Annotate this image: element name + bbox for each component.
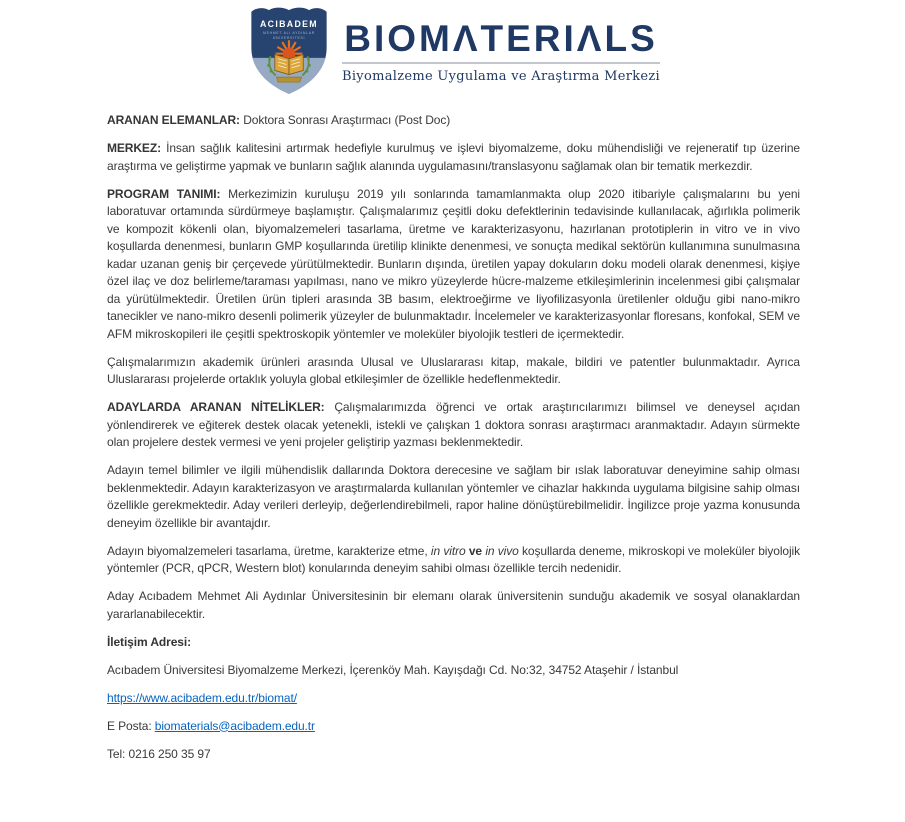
bold-text-run: İletişim Adresi:: [107, 634, 191, 649]
contact-heading: [107, 634, 800, 652]
text-run: Tel: 0216 250 35 97: [107, 746, 211, 761]
text-run: İnsan sağlık kalitesini artırmak hedefiyle kurulmuş ve işlevi biyomalzeme, doku mühendisliği ve rejeneratif tıp üzerine araştırma ve geliştirme yapmak ve bunların sağlık alanında uygulamasını/translasyonu sağlamak olan bir tematik merkezdir.: [107, 141, 800, 173]
text-run: Çalışmalarımızda öğrenci ve ortak araştırıcılarımızı bilimsel ve deneysel açıdan yönlendirerek ve eğiterek destek olacak yetenekli, istekli ve çalışkan 1 doktora sonrası araştırmacı aranmaktadır. Adayın sürmekte olan projelere destek vermesi ve yeni projeler geliştirip yazması beklenmektedir.: [107, 400, 800, 449]
bold-text-run: ADAYLARDA ARANAN NİTELİKLER:: [107, 400, 325, 414]
text-run: koşullarda deneme, mikroskopi ve moleküler biyolojik yöntemler (PCR, qPCR, Western blot) konularında deneyim sahibi olması özellikle tercih nedenidir.: [107, 543, 800, 575]
candidate-requirements: [107, 462, 800, 532]
shield-university-name: ACIBADEM: [260, 18, 318, 29]
acibadem-shield-icon: [245, 6, 333, 98]
candidate-preferences: [107, 543, 800, 578]
text-run: Acıbadem Üniversitesi Biyomalzeme Merkezi, İçerenköy Mah. Kayışdağı Cd. No:32, 34752 Ataşehir / İstanbul: [107, 662, 679, 677]
website-line: [107, 690, 800, 708]
bold-text-run: ve: [465, 543, 486, 558]
academic-output: [107, 354, 800, 389]
bold-text-run: MERKEZ:: [107, 141, 161, 155]
position-title: [107, 112, 800, 130]
brand-block: [341, 17, 661, 85]
bold-text-run: ARANAN ELEMANLAR:: [107, 113, 240, 127]
bold-text-run: PROGRAM TANIMI:: [107, 186, 221, 201]
brand-wordmark: BIOMΛTERIΛLS: [344, 17, 658, 59]
text-run: E Posta:: [107, 718, 155, 733]
text-run: Aday Acıbadem Mehmet Ali Aydınlar Üniversitesinin bir elemanı olarak üniversitenin sunduğu akademik ve sosyal olanaklardan yararlanabilecektir.: [107, 589, 800, 621]
contact-address: [107, 662, 800, 680]
email-line: [107, 718, 800, 736]
phone-line: [107, 746, 800, 764]
text-run: Doktora Sonrası Araştırmacı (Post Doc): [239, 113, 451, 127]
program-description: [107, 186, 800, 344]
center-description: [107, 140, 800, 175]
text-run: Adayın biyomalzemeleri tasarlama, üretme, karakterize etme,: [107, 543, 431, 558]
text-run: Çalışmalarımızın akademik ürünleri arasında Ulusal ve Uluslararası kitap, makale, bildiri ve patentler bulunmaktadır. Ayrıca Uluslararası projelerde ortaklık yoluyla global etkileşimler de özellikle hedeflenmektedir.: [107, 354, 800, 386]
website-link[interactable]: https://www.acibadem.edu.tr/biomat/: [107, 690, 297, 705]
university-shield-logo: [245, 6, 333, 98]
banner-ribbon: [276, 77, 301, 82]
job-posting-body: [0, 98, 905, 763]
shield-university-sub2: ÜNİVERSİTESİ: [272, 36, 306, 41]
candidate-qualifications: [107, 399, 800, 452]
brand-divider: [342, 62, 660, 64]
text-run: Merkezimizin kuruluşu 2019 yılı sonlarında tamamlanmakta olup 2020 itibariyle çalışmalarını bu yeni laboratuvar ortamında sürdürmeye başlamıştır. Çalışmalarımız çeşitli doku defektlerinin tedavisinde kullanılacak, ağırlıkla polimerik ve kompozit kökenli olan, biyomalzemeleri tasarlama, üretme ve karakterizasyonu, hazırlanan prototiplerin in vitro ve in vivo koşullarda denenmesi, bunların GMP koşullarında üretilip klinikte denenmesi, ve sonuçta medikal sektörün kullanımına sunulmasına kadar uzanan geniş bir çerçevede yürütülmektedir. Bunların dışında, üretilen yapay dokuların doku modeli olarak denenmesi, kişiye özel ilaç ve doz belirleme/taraması yapılması, nano ve mikro yüzeylerde hücre-malzeme etkileşimlerinin incelenmesi gibi çalışmalar da yürütülmektedir. Üretilen ürün tipleri arasında 3B basım, elektroeğirme ve liyofilizasyonla üretilenler olduğu gibi nano-mikro tanecikler ve nano-mikro desenli polimerik yüzeyler de bulunmaktadır. İncelemeler ve karakterizasyonlar floresans, konfokal, SEM ve AFM mikroskopileri ile çeşitli spektroskopik yöntemler ve moleküler biyolojik testleri de içermektedir.: [107, 186, 800, 341]
shield-university-sub1: MEHMET ALİ AYDINLAR: [263, 31, 315, 36]
email-link[interactable]: biomaterials@acibadem.edu.tr: [154, 718, 315, 733]
text-run: Adayın temel bilimler ve ilgili mühendislik dallarında Doktora derecesine ve sağlam bir ıslak laboratuvar deneyimine sahip olması beklenmektedir. Adayın karakterizasyon ve araştırmalarda kullanılan yöntemler ve cihazlar hakkında uygulama bilgisine sahip olması özellikle gerekmektedir. Aday verileri derleyip, değerlendirebilmeli, rapor haline dönüştürebilmelidir. İngilizce proje yazma konusunda deneyim özellikle bir avantajdır.: [107, 463, 800, 530]
header: [0, 0, 905, 98]
university-benefits: [107, 588, 800, 623]
italic-text-run: in vivo: [485, 543, 519, 558]
italic-text-run: in vitro: [430, 543, 466, 558]
brand-subtitle: Biyomalzeme Uygulama ve Araştırma Merkezi: [341, 69, 661, 85]
